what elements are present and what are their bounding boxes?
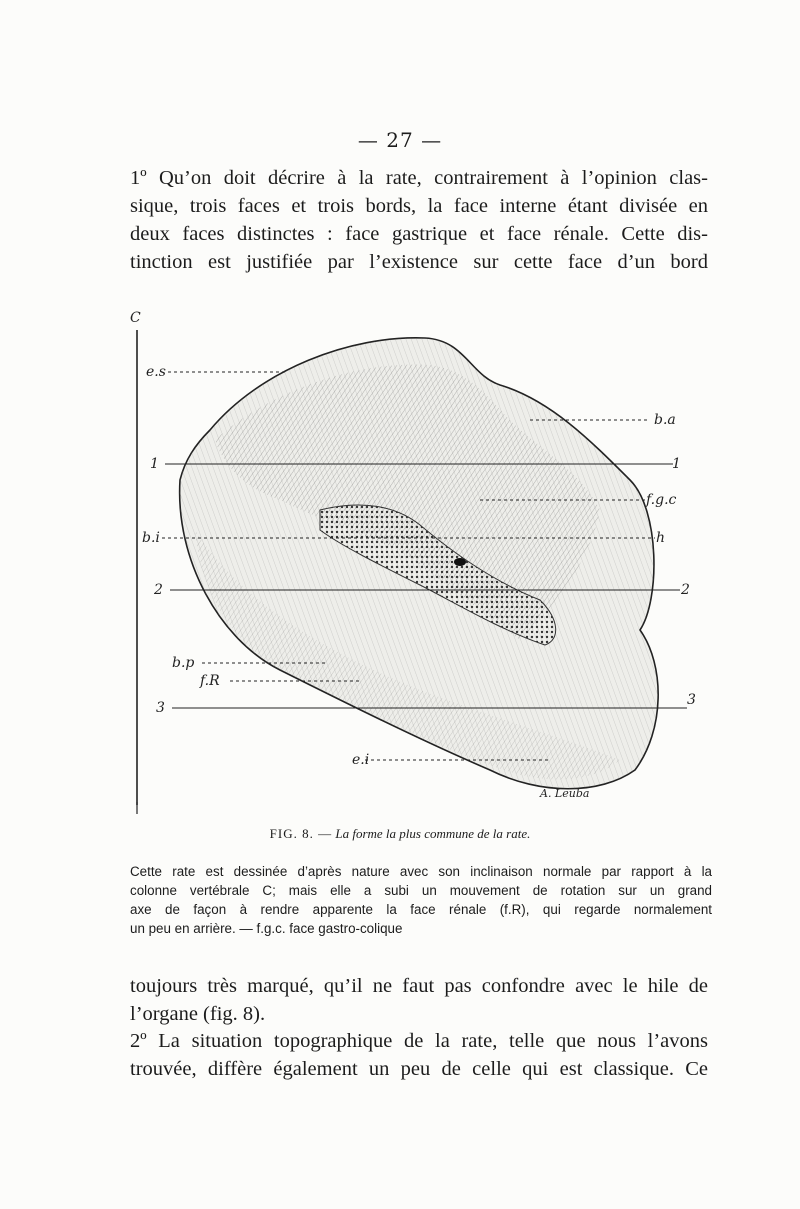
text-line: sique, trois faces et trois bords, la face interne étant divisée en <box>130 195 708 217</box>
label-3-right: 3 <box>687 692 696 708</box>
caption-figure-number: FIG. 8. — <box>269 826 333 841</box>
label-2-left: 2 <box>154 582 163 598</box>
label-es: e.s <box>146 364 166 380</box>
label-2-right: 2 <box>681 582 690 598</box>
note-line: un peu en arrière. — f.g.c. face gastro-colique <box>130 921 403 936</box>
label-bi: b.i <box>142 530 160 546</box>
text-line: l’organe (fig. 8). <box>130 1003 266 1025</box>
paragraph-continuation <box>130 972 708 1028</box>
text-line: trouvée, diffère également un peu de celle qui est classique. Ce <box>130 1058 708 1080</box>
note-line: Cette rate est dessinée d’après nature avec son inclinaison normale par rapport à la <box>130 864 712 879</box>
label-ba: b.a <box>654 412 676 428</box>
label-3-left: 3 <box>156 700 165 716</box>
text-line: 1º Qu’on doit décrire à la rate, contrairement à l’opinion clas- <box>130 167 708 189</box>
text-line: 2º La situation topographique de la rate, telle que nous l’avons <box>130 1030 708 1052</box>
text-line: toujours très marqué, qu’il ne faut pas confondre avec le hile de <box>130 975 708 997</box>
label-fR: f.R <box>200 673 220 689</box>
spleen-illustration <box>120 300 720 820</box>
figure-note <box>130 862 712 938</box>
paragraph-situation <box>130 1027 708 1083</box>
page-number: — 27 — <box>357 128 443 152</box>
text-line: deux faces distinctes : face gastrique et face rénale. Cette dis- <box>130 223 708 245</box>
label-fgc: f.g.c <box>646 492 677 508</box>
label-h: h <box>656 530 666 546</box>
artist-signature: A. Leuba <box>540 787 590 800</box>
figure-caption <box>0 826 800 842</box>
label-C: C <box>130 310 141 326</box>
label-ei: e.i <box>352 752 370 768</box>
label-1-left: 1 <box>150 456 159 472</box>
label-bp: b.p <box>172 655 195 671</box>
note-line: axe de façon à rendre apparente la face rénale (f.R), qui regarde normalement <box>130 902 712 917</box>
spleen-figure <box>120 300 720 820</box>
label-1-right: 1 <box>672 456 681 472</box>
note-line: colonne vertébrale C; mais elle a subi un mouvement de rotation sur un grand <box>130 883 712 898</box>
text-line: tinction est justifiée par l’existence sur cette face d’un bord <box>130 251 708 273</box>
paragraph-intro <box>130 164 708 276</box>
caption-title: La forme la plus commune de la rate. <box>335 826 531 841</box>
